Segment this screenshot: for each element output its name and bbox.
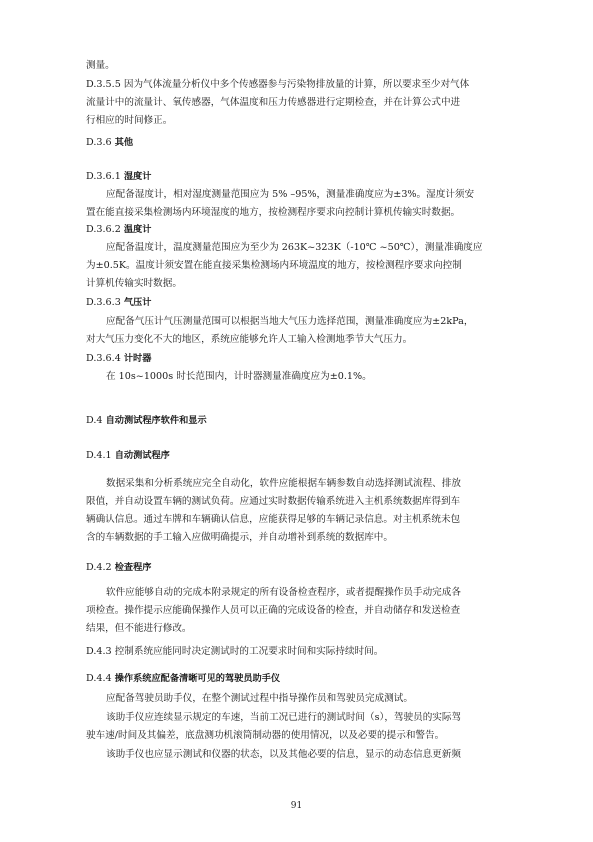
paragraph-continuation bbox=[86, 57, 506, 75]
paragraph-d44c bbox=[86, 746, 506, 764]
heading-d361: D.3.6.1 湿度计 bbox=[86, 171, 152, 182]
heading-d362: D.3.6.2 温度计 bbox=[86, 224, 152, 235]
paragraph-d363 bbox=[86, 313, 506, 349]
text-line: 驶车速/时间及其偏差，底盘测功机滚筒制动器的使用情况，以及必要的提示和警告。 bbox=[86, 730, 445, 741]
text-line: 该助手仪应连续显示规定的车速，当前工况已进行的测试时间（s），驾驶员的实际驾 bbox=[106, 712, 462, 723]
text-line: 软件应能够自动的完成本附录规定的所有设备检查程序，或者提醒操作员手动完成各 bbox=[106, 587, 461, 598]
text-line: 应配备湿度计，相对湿度测量范围应为 5% –95%，测量准确度应为±3%。湿度计须安 bbox=[106, 189, 475, 200]
paragraph-d362 bbox=[86, 239, 506, 293]
paragraph-d44a bbox=[86, 690, 506, 708]
text-line: D.4.3 控制系统应能同时决定测试时的工况要求时间和实际持续时间。 bbox=[86, 646, 384, 657]
paragraph-d41 bbox=[86, 475, 506, 547]
text-line: 该助手仪也应显示测试和仪器的状态，以及其他必要的信息，显示的动态信息更新频 bbox=[106, 749, 461, 760]
paragraph-d361 bbox=[86, 186, 506, 222]
text-line: 应配备温度计，温度测量范围应为至少为 263K~323K（-10℃ ~50℃），测量准确度应 bbox=[106, 242, 483, 253]
text-line: 限值，并自动设置车辆的测试负荷。应通过实时数据传输系统进入主机系统数据库得到车 bbox=[86, 496, 461, 507]
page-number: 91 bbox=[290, 801, 303, 811]
heading-d44: D.4.4 操作系统应配备清晰可见的驾驶员助手仪 bbox=[86, 673, 281, 684]
paragraph-d44b bbox=[86, 709, 506, 745]
text-line: 流量计中的流量计、氧传感器，气体温度和压力传感器进行定期检查，并在计算公式中进 bbox=[86, 97, 461, 108]
heading-d36: D.3.6 其他 bbox=[86, 137, 134, 148]
text-line: 计算机传输实时数据。 bbox=[86, 278, 182, 289]
paragraph-d43 bbox=[86, 643, 506, 661]
heading-d42: D.4.2 检查程序 bbox=[86, 562, 152, 573]
text-line: 置在能直接采集检测场内环境湿度的地方，按检测程序要求向控制计算机传输实时数据。 bbox=[86, 207, 461, 218]
text-line: 在 10s~1000s 时长范围内，计时器测量准确度应为±0.1%。 bbox=[106, 371, 372, 382]
heading-d41: D.4.1 自动测试程序 bbox=[86, 450, 170, 461]
text-line: 应配备驾驶员助手仪，在整个测试过程中指导操作员和驾驶员完成测试。 bbox=[106, 693, 413, 704]
paragraph-d42 bbox=[86, 584, 506, 638]
text-line: 行相应的时间修正。 bbox=[86, 115, 173, 126]
heading-d364: D.3.6.4 计时器 bbox=[86, 353, 152, 364]
heading-d363: D.3.6.3 气压计 bbox=[86, 297, 152, 308]
text-line: 应配备气压计气压测量范围可以根据当地大气压力选择范围，测量准确度应为±2kPa， bbox=[106, 316, 474, 327]
paragraph-d364 bbox=[86, 368, 506, 386]
text-line: 项检查。操作提示应能确保操作人员可以正确的完成设备的检查，并自动储存和发送检查 bbox=[86, 605, 461, 616]
text-line: 辆确认信息。通过车牌和车辆确认信息，应能获得足够的车辆记录信息。对主机系统未包 bbox=[86, 514, 461, 525]
text-line: 数据采集和分析系统应完全自动化，软件应能根据车辆参数自动选择测试流程、排放 bbox=[106, 478, 461, 489]
paragraph-d355 bbox=[86, 76, 506, 130]
text-line: D.3.5.5 因为气体流量分析仪中多个传感器参与污染物排放量的计算，所以要求至少对气体 bbox=[86, 79, 470, 90]
text-line: 含的车辆数据的手工输入应做明确提示，并自动增补到系统的数据库中。 bbox=[86, 532, 393, 543]
text-line: 测量。 bbox=[86, 60, 115, 71]
text-line: 为±0.5K。温度计须安置在能直接采集检测场内环境温度的地方，按检测程序要求向控制 bbox=[86, 260, 462, 271]
text-line: 对大气压力变化不大的地区，系统应能够允许人工输入检测地季节大气压力。 bbox=[86, 334, 413, 345]
heading-d4: D.4 自动测试程序软件和显示 bbox=[86, 415, 207, 426]
text-line: 结果，但不能进行修改。 bbox=[86, 623, 192, 634]
